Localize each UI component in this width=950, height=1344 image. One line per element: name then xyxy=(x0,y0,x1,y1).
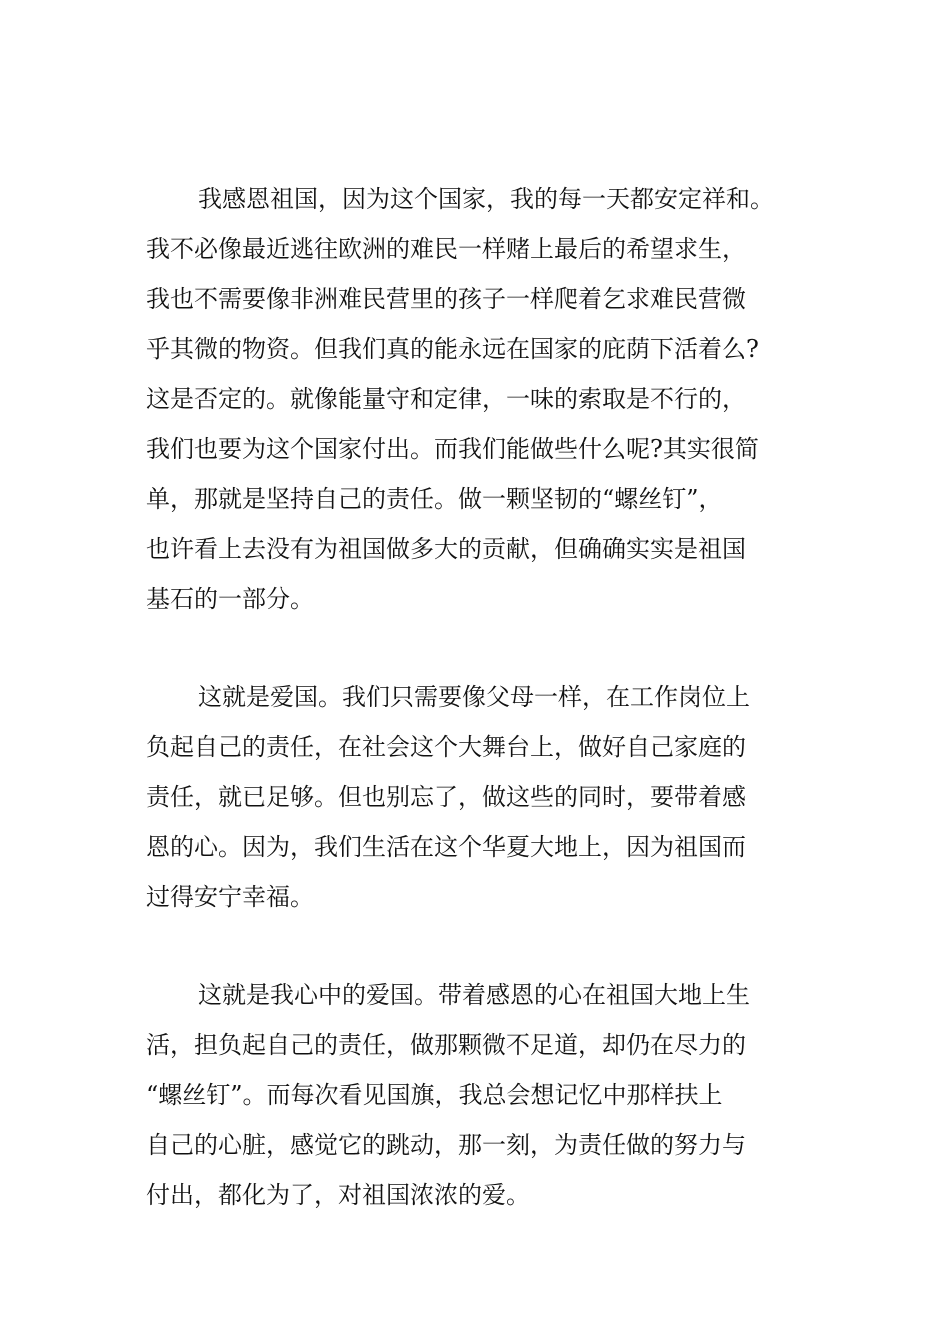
paragraph-line: 自己的心脏，感觉它的跳动，那一刻，为责任做的努力与 xyxy=(146,1131,746,1159)
paragraph-line: 也许看上去没有为祖国做多大的贡献，但确确实实是祖国 xyxy=(146,535,746,563)
paragraph-line: 活，担负起自己的责任，做那颗微不足道，却仍在尽力的 xyxy=(146,1031,746,1059)
paragraph-line: 负起自己的责任，在社会这个大舞台上，做好自己家庭的 xyxy=(146,733,746,761)
paragraph-line: 这就是我心中的爱国。带着感恩的心在祖国大地上生 xyxy=(198,981,750,1009)
paragraph-line: 责任，就已足够。但也别忘了，做这些的同时，要带着感 xyxy=(146,783,746,811)
paragraph-line: 恩的心。因为，我们生活在这个华夏大地上，因为祖国而 xyxy=(146,833,746,861)
paragraph-line: 付出，都化为了，对祖国浓浓的爱。 xyxy=(146,1181,530,1209)
paragraph-line: 这是否定的。就像能量守和定律，一味的索取是不行的， xyxy=(146,385,746,413)
paragraph-line: 基石的一部分。 xyxy=(146,585,314,613)
paragraph-line: 我也不需要像非洲难民营里的孩子一样爬着乞求难民营微 xyxy=(146,285,746,313)
paragraph-line: 我感恩祖国，因为这个国家，我的每一天都安定祥和。 xyxy=(198,185,774,213)
paragraph-line: 我不必像最近逃往欧洲的难民一样赌上最后的希望求生， xyxy=(146,235,746,263)
paragraph-line: 过得安宁幸福。 xyxy=(146,883,314,911)
paragraph-2 xyxy=(146,672,811,922)
paragraph-line: 单，那就是坚持自己的责任。做一颗坚韧的“螺丝钉”， xyxy=(146,485,723,513)
paragraph-line: 这就是爱国。我们只需要像父母一样，在工作岗位上 xyxy=(198,683,750,711)
paragraph-line: 乎其微的物资。但我们真的能永远在国家的庇荫下活着么? xyxy=(146,335,759,363)
paragraph-line: 我们也要为这个国家付出。而我们能做些什么呢?其实很简 xyxy=(146,435,759,463)
paragraph-3 xyxy=(146,970,811,1220)
paragraph-1 xyxy=(146,174,811,624)
paragraph-line: “螺丝钉”。而每次看见国旗，我总会想记忆中那样扶上 xyxy=(146,1081,723,1109)
